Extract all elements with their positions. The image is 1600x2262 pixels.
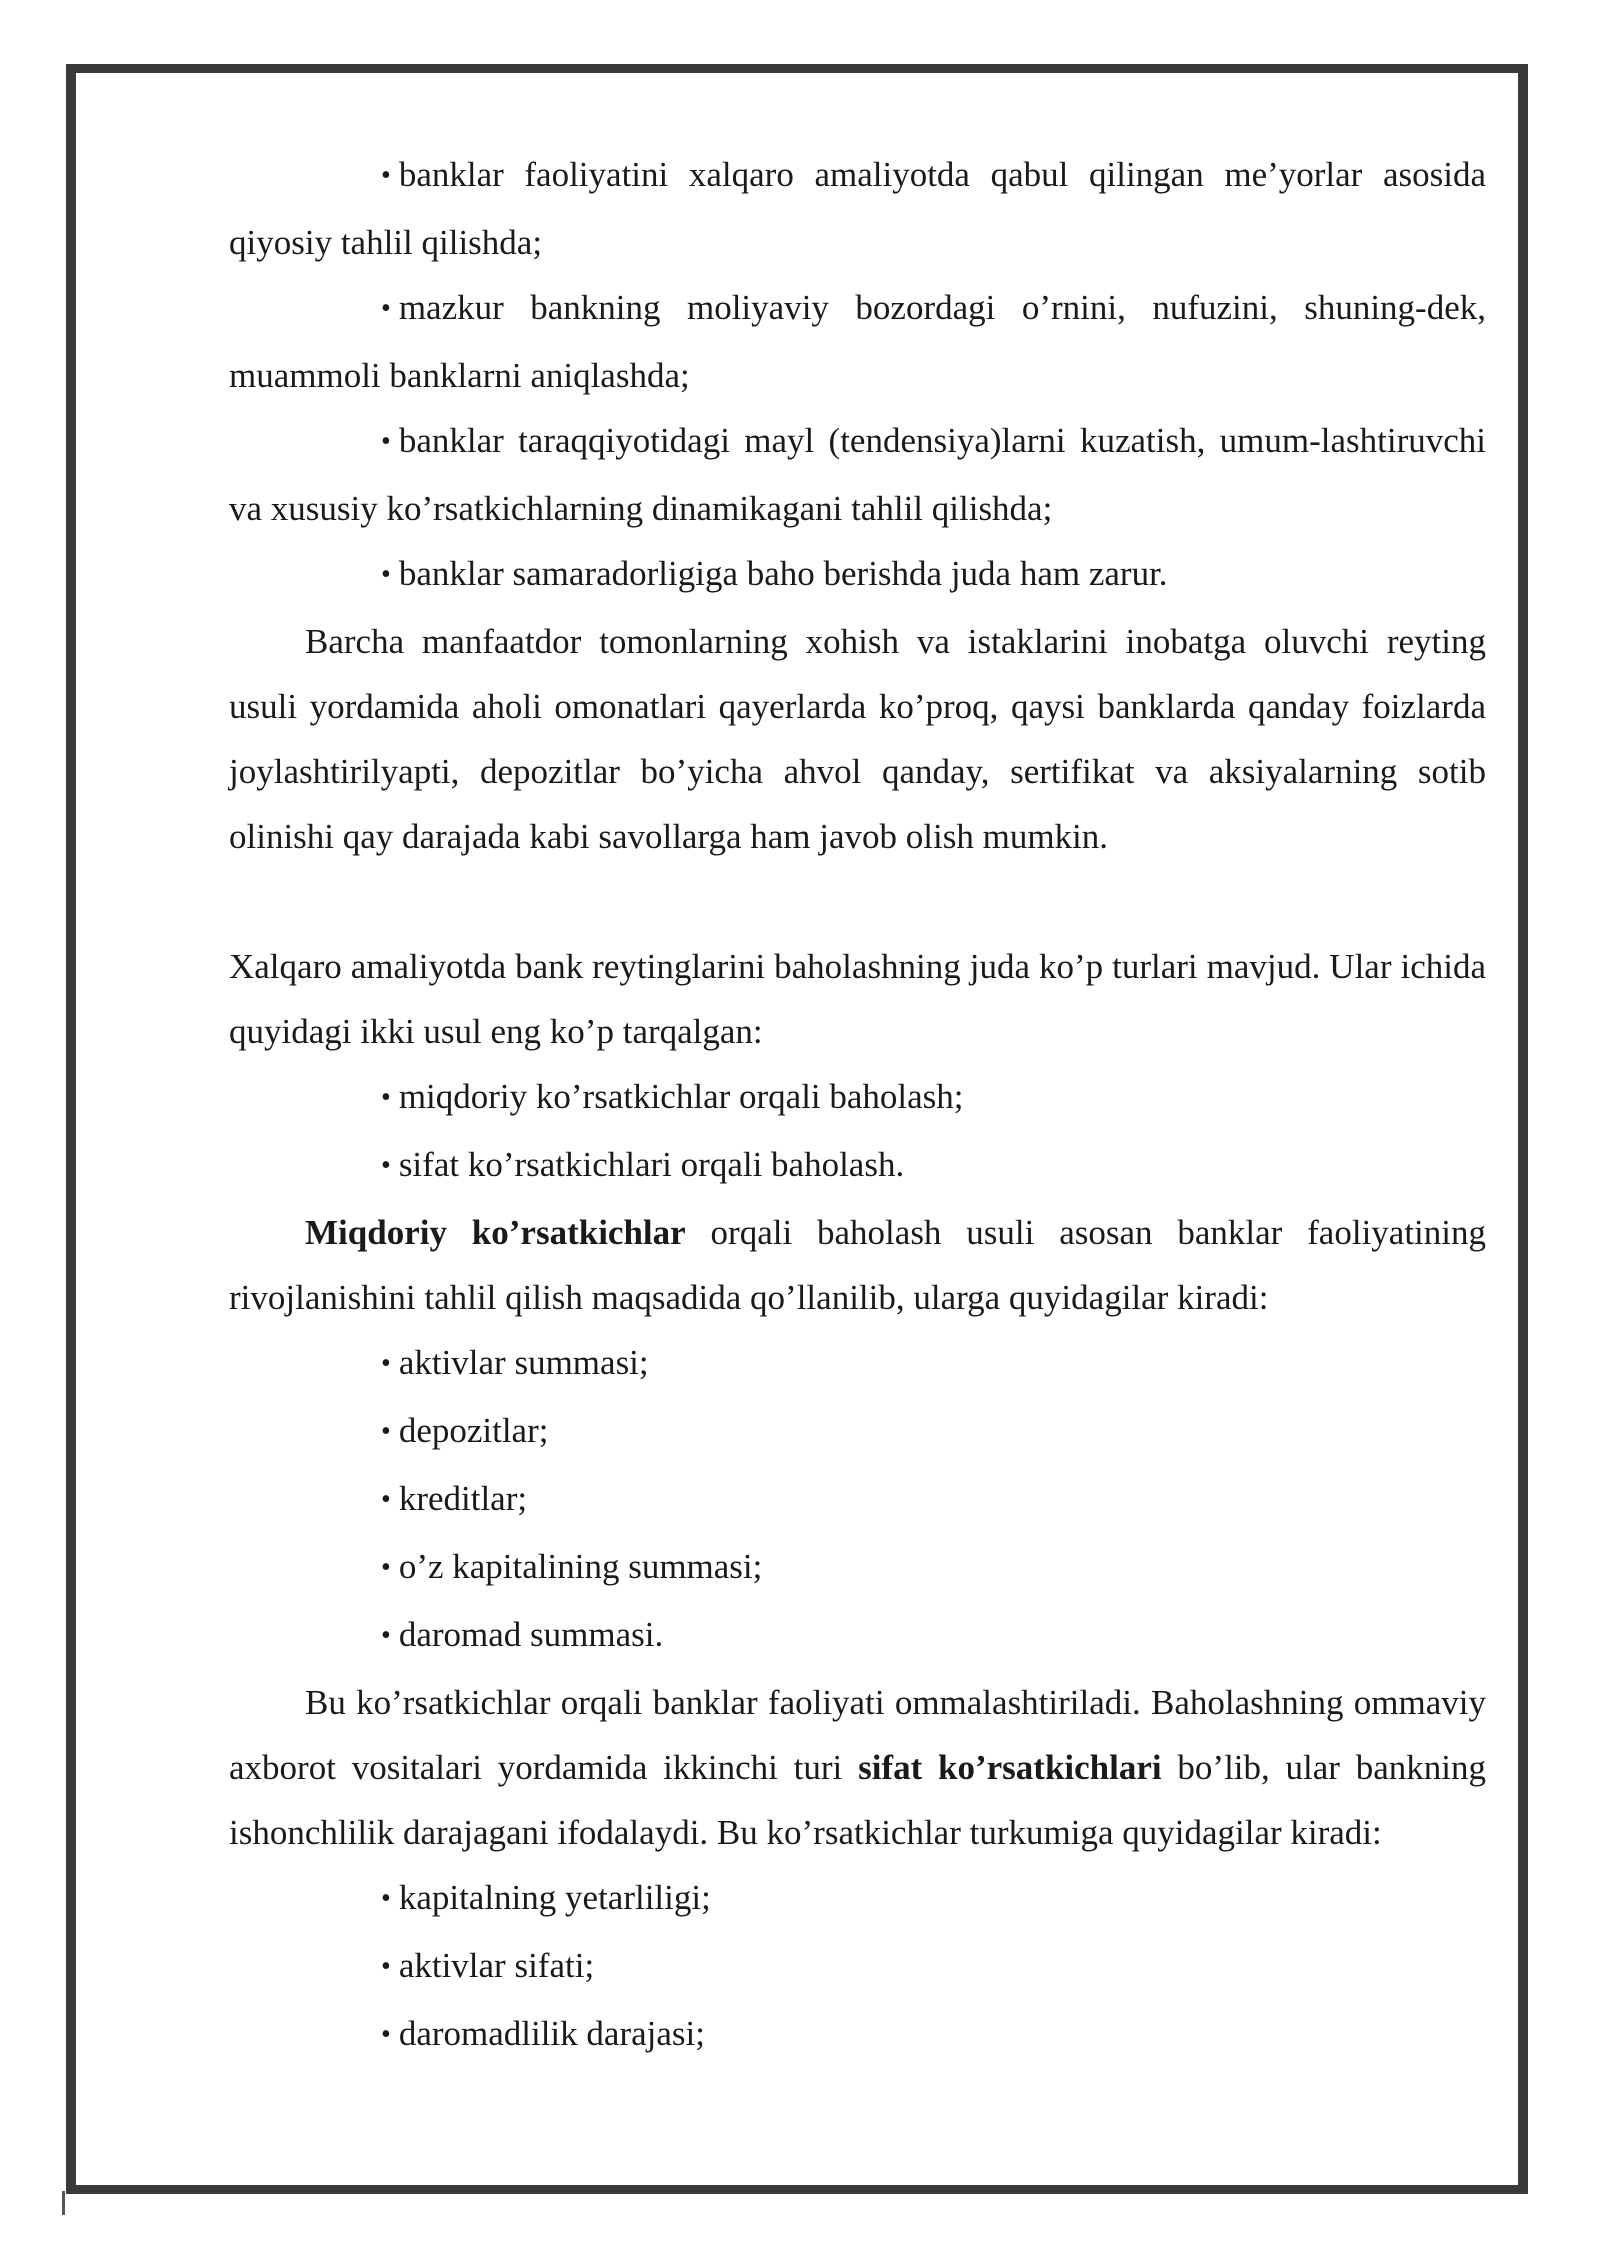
bullet-icon [305, 1065, 391, 1130]
list-item-text: mazkur bankning moliyaviy bozordagi o’rnini, nufuzini, shuning-dek, muammoli banklarni aniqlashda; [229, 288, 1486, 395]
bullet-icon [305, 1866, 391, 1931]
bullet-icon [305, 2002, 391, 2067]
list-item [229, 275, 1486, 408]
list-item [229, 541, 1486, 609]
qualitative-bullet-list [229, 1865, 1486, 2069]
list-item-text: depozitlar; [398, 1411, 549, 1450]
bullet-icon [305, 1331, 391, 1396]
bullet-icon [305, 143, 391, 208]
list-item-text: daromad summasi. [398, 1615, 664, 1654]
bullet-icon [305, 1467, 391, 1532]
paragraph-rating-method: Barcha manfaatdor tomonlarning xohish va istaklarini inobatga oluvchi reyting usuli yordamida aholi omonatlari qayerlarda ko’proq, qaysi banklarda qanday foizlarda joylashtirilyapti, depozitlar bo’yicha ahvol qanday, sertifikat va aksiyalarning sotib olinishi qay darajada kabi savollarga ham javob olish mumkin. [229, 622, 1486, 856]
bold-term: sifat ko’rsatkichlari [858, 1748, 1162, 1787]
list-item [229, 1865, 1486, 1933]
list-item [229, 1064, 1486, 1132]
paragraph-international-practice: Xalqaro amaliyotda bank reytinglarini baholashning juda ko’p turlari mavjud. Ular ichida quyidagi ikki usul eng ko’p tarqalgan: [229, 947, 1486, 1051]
list-item-text: daromadlilik darajasi; [398, 2014, 705, 2053]
paragraph-text: Bu ko’rsatkichlar orqali banklar faoliyati ommalashtiriladi. Baholashning ommaviy axborot vositalari yordamida ikkinchi turi [229, 1683, 1486, 1787]
list-item [229, 1534, 1486, 1602]
bold-term: Miqdoriy ko’rsatkichlar [305, 1213, 686, 1252]
list-item-text: banklar samaradorligiga baho berishda juda ham zarur. [398, 554, 1168, 593]
list-item [229, 2001, 1486, 2069]
list-item [229, 1602, 1486, 1670]
list-item [229, 142, 1486, 275]
blank-line [229, 869, 1486, 934]
document-body [229, 142, 1486, 2069]
paragraph-text: orqali baholash usuli asosan banklar faoliyatining rivojlanishini tahlil qilish maqsadida qo’llanilib, ularga quyidagilar kiradi: [229, 1213, 1487, 1317]
list-item [229, 1398, 1486, 1466]
list-item-text: kapitalning yetarliligi; [398, 1878, 711, 1917]
paragraph-qualitative [229, 1670, 1486, 1865]
bullet-icon [305, 1603, 391, 1668]
list-item-text: o’z kapitalining summasi; [398, 1547, 763, 1586]
list-item-text: banklar faoliyatini xalqaro amaliyotda qabul qilingan me’yorlar asosida qiyosiy tahlil qilishda; [229, 155, 1486, 262]
intro-bullet-list [229, 142, 1486, 609]
list-item-text: kreditlar; [398, 1479, 528, 1518]
list-item [229, 1132, 1486, 1200]
list-item-text: aktivlar sifati; [398, 1946, 595, 1985]
paragraph-text: bo’lib, ular bankning ishonchlilik darajagani ifodalaydi. Bu ko’rsatkichlar turkumiga quyidagilar kiradi: [229, 1748, 1487, 1852]
bullet-icon [305, 1399, 391, 1464]
bullet-icon [305, 276, 391, 341]
method-bullet-list [229, 1064, 1486, 1200]
list-item-text: miqdoriy ko’rsatkichlar orqali baholash; [398, 1077, 964, 1116]
paragraph-quantitative [229, 1200, 1486, 1330]
list-item-text: sifat ko’rsatkichlari orqali baholash. [398, 1145, 905, 1184]
list-item-text: banklar taraqqiyotidagi mayl (tendensiya)larni kuzatish, umum-lashtiruvchi va xususiy ko’rsatkichlarning dinamikagani tahlil qilishda; [229, 421, 1486, 528]
bullet-icon [305, 542, 391, 607]
list-item [229, 1466, 1486, 1534]
bullet-icon [305, 1535, 391, 1600]
list-item [229, 408, 1486, 541]
bullet-icon [305, 409, 391, 474]
list-item [229, 1933, 1486, 2001]
bullet-icon [305, 1934, 391, 1999]
quantitative-bullet-list [229, 1330, 1486, 1670]
bullet-icon [305, 1133, 391, 1198]
list-item [229, 1330, 1486, 1398]
list-item-text: aktivlar summasi; [398, 1343, 649, 1382]
